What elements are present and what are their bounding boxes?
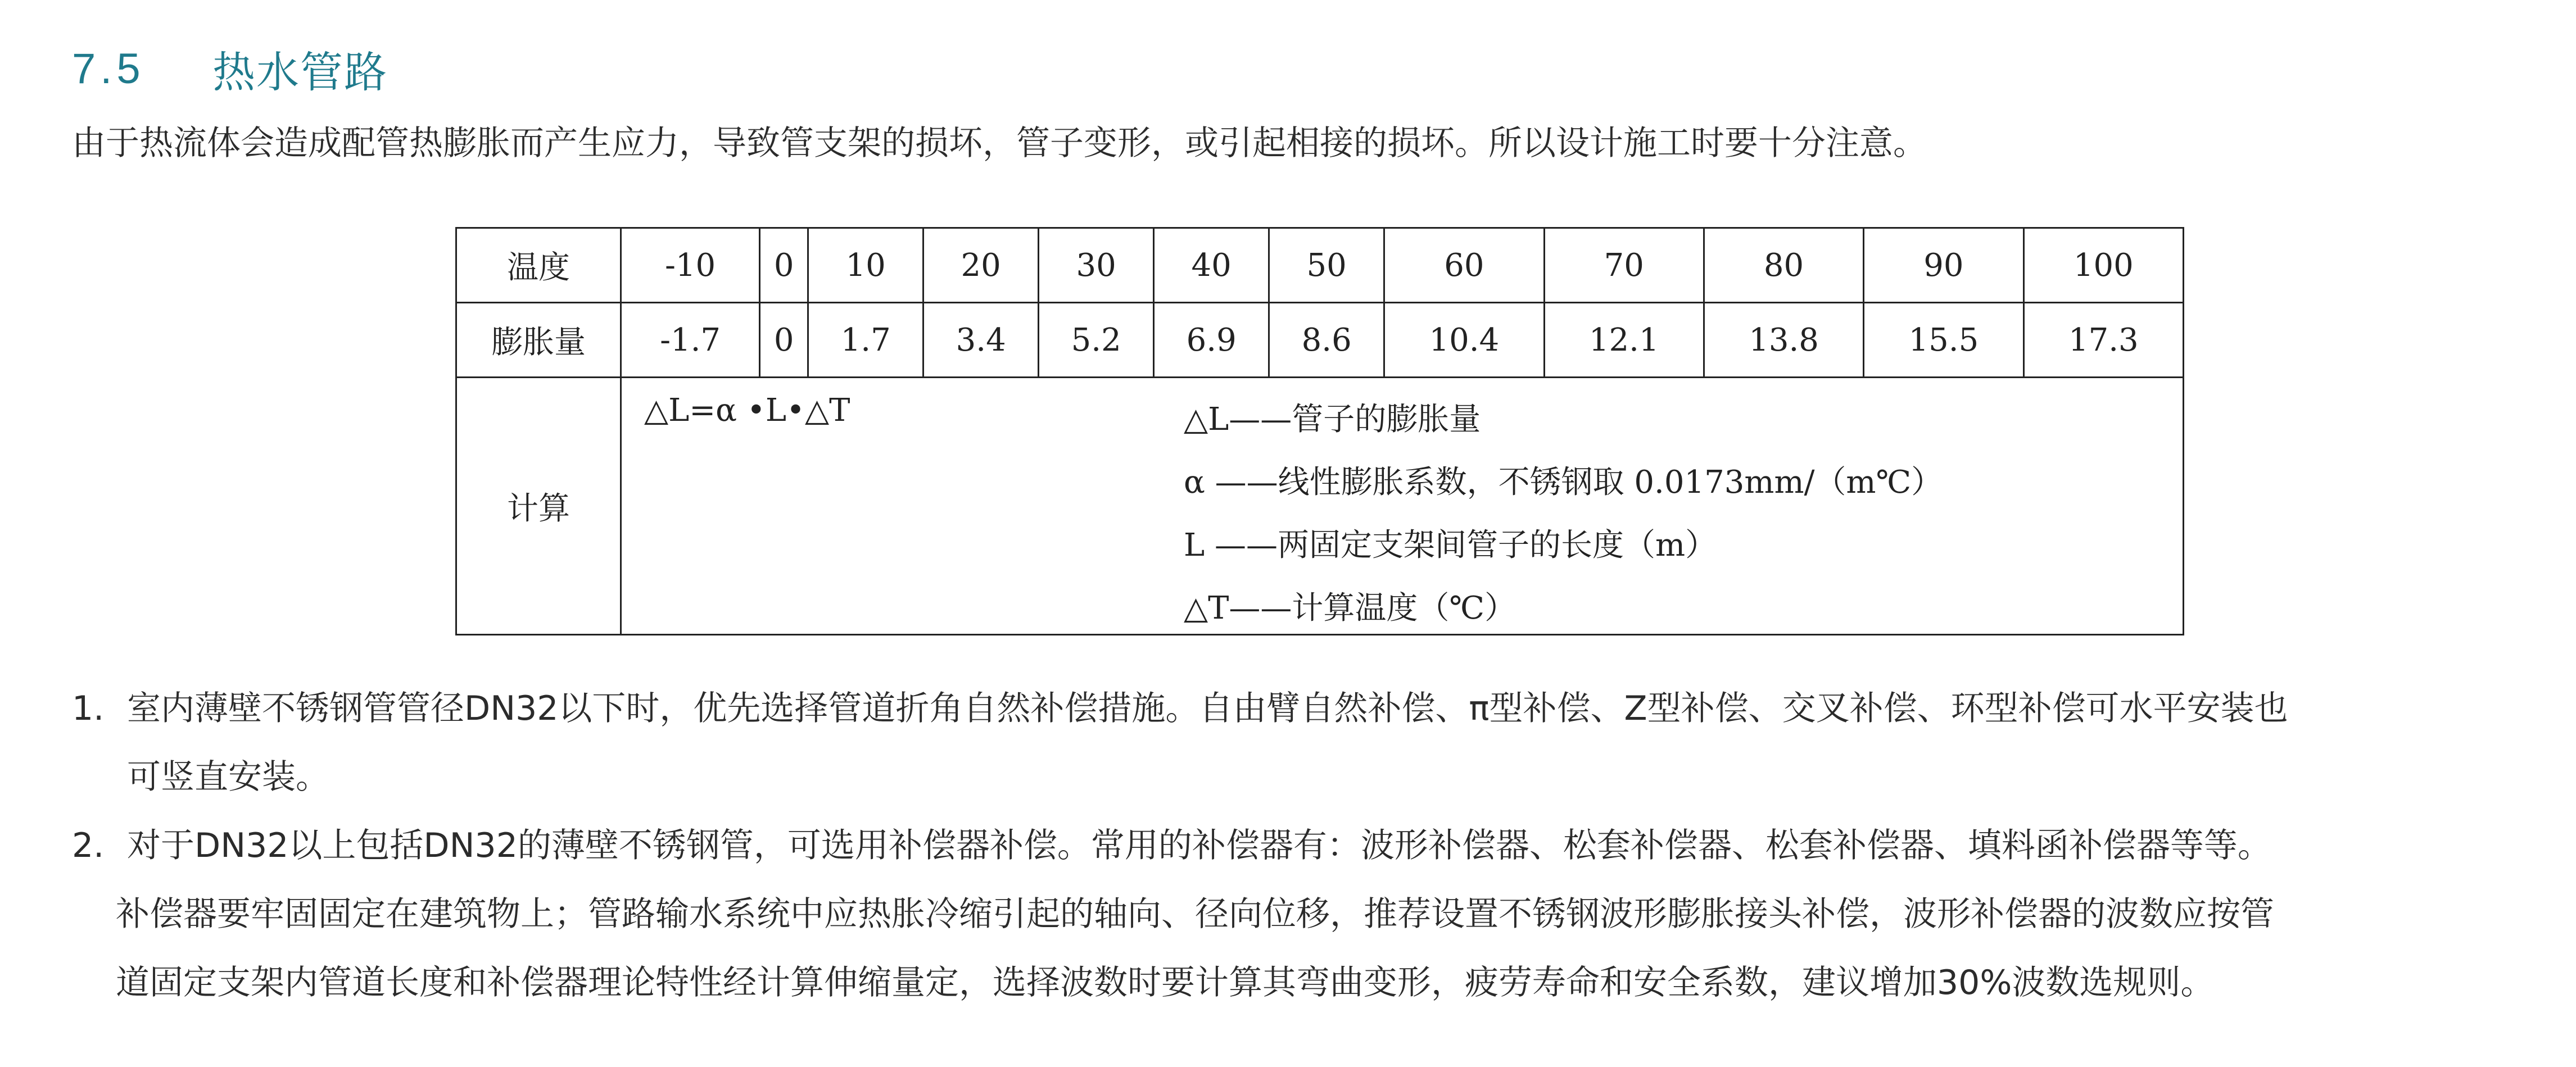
expansion-cell: 10.4 — [1384, 303, 1544, 378]
expansion-formula: △L=α •L•△T — [644, 392, 850, 429]
note-text: 室内薄壁不锈钢管管径DN32以下时，优先选择管道折角自然补偿措施。自由臂自然补偿、π型补偿、Z型补偿、交叉补偿、环型补偿可水平安装也 — [127, 689, 2288, 728]
expansion-cell: 8.6 — [1269, 303, 1384, 378]
note-1-line-1 — [72, 674, 2288, 743]
temperature-row — [456, 228, 2184, 303]
note-text: 对于DN32以上包括DN32的薄壁不锈钢管，可选用补偿器补偿。常用的补偿器有：波形补偿器、松套补偿器、松套补偿器、填料函补偿器等等。 — [127, 826, 2271, 865]
expansion-cell: 1.7 — [808, 303, 923, 378]
expansion-cell: 12.1 — [1544, 303, 1704, 378]
expansion-label: 膨胀量 — [456, 303, 621, 378]
note-1-line-2: 可竖直安装。 — [127, 757, 329, 797]
temperature-cell: 0 — [760, 228, 808, 303]
intro-paragraph: 由于热流体会造成配管热膨胀而产生应力，导致管支架的损坏，管子变形，或引起相接的损坏。所以设计施工时要十分注意。 — [72, 124, 1927, 163]
temperature-cell: 50 — [1269, 228, 1384, 303]
section-number: 7.5 — [72, 44, 145, 93]
expansion-cell: 17.3 — [2023, 303, 2183, 378]
expansion-cell: -1.7 — [621, 303, 760, 378]
legend-item: L ——两固定支架间管子的长度（m） — [1184, 527, 1717, 564]
temperature-cell: 10 — [808, 228, 923, 303]
section-heading — [72, 40, 388, 97]
legend-item: α ——线性膨胀系数，不锈钢取 0.0173mm/（m℃） — [1184, 464, 1943, 501]
note-index: 1. — [72, 689, 105, 728]
temperature-cell: 80 — [1704, 228, 1863, 303]
note-2-line-2: 补偿器要牢固固定在建筑物上；管路输水系统中应热胀冷缩引起的轴向、径向位移，推荐设置不锈钢波形膨胀接头补偿，波形补偿器的波数应按管 — [116, 895, 2274, 934]
expansion-row — [456, 303, 2184, 378]
notes-list — [72, 674, 2288, 1017]
expansion-cell: 13.8 — [1704, 303, 1863, 378]
note-2-line-3: 道固定支架内管道长度和补偿器理论特性经计算伸缩量定，选择波数时要计算其弯曲变形，疲劳寿命和安全系数，建议增加30%波数选规则。 — [116, 963, 2215, 1002]
note-index: 2. — [72, 826, 105, 865]
expansion-cell: 3.4 — [923, 303, 1039, 378]
expansion-cell: 5.2 — [1039, 303, 1154, 378]
temperature-cell: 70 — [1544, 228, 1704, 303]
temperature-cell: 100 — [2023, 228, 2183, 303]
section-title: 热水管路 — [212, 47, 388, 97]
temperature-cell: 90 — [1864, 228, 2023, 303]
calculation-row — [456, 378, 2184, 635]
temperature-cell: 20 — [923, 228, 1039, 303]
calculation-label: 计算 — [456, 378, 621, 635]
legend-item: △T——计算温度（℃） — [1184, 590, 1516, 626]
formula-legend — [1184, 388, 1943, 640]
thermal-expansion-table — [455, 227, 2184, 635]
temperature-cell: -10 — [621, 228, 760, 303]
note-2-line-1 — [72, 811, 2288, 880]
legend-item: △L——管子的膨胀量 — [1184, 401, 1481, 438]
expansion-cell: 6.9 — [1154, 303, 1269, 378]
calculation-cell — [621, 378, 2184, 635]
expansion-cell: 0 — [760, 303, 808, 378]
temperature-cell: 30 — [1039, 228, 1154, 303]
expansion-cell: 15.5 — [1864, 303, 2023, 378]
temperature-label: 温度 — [456, 228, 621, 303]
temperature-cell: 60 — [1384, 228, 1544, 303]
temperature-cell: 40 — [1154, 228, 1269, 303]
